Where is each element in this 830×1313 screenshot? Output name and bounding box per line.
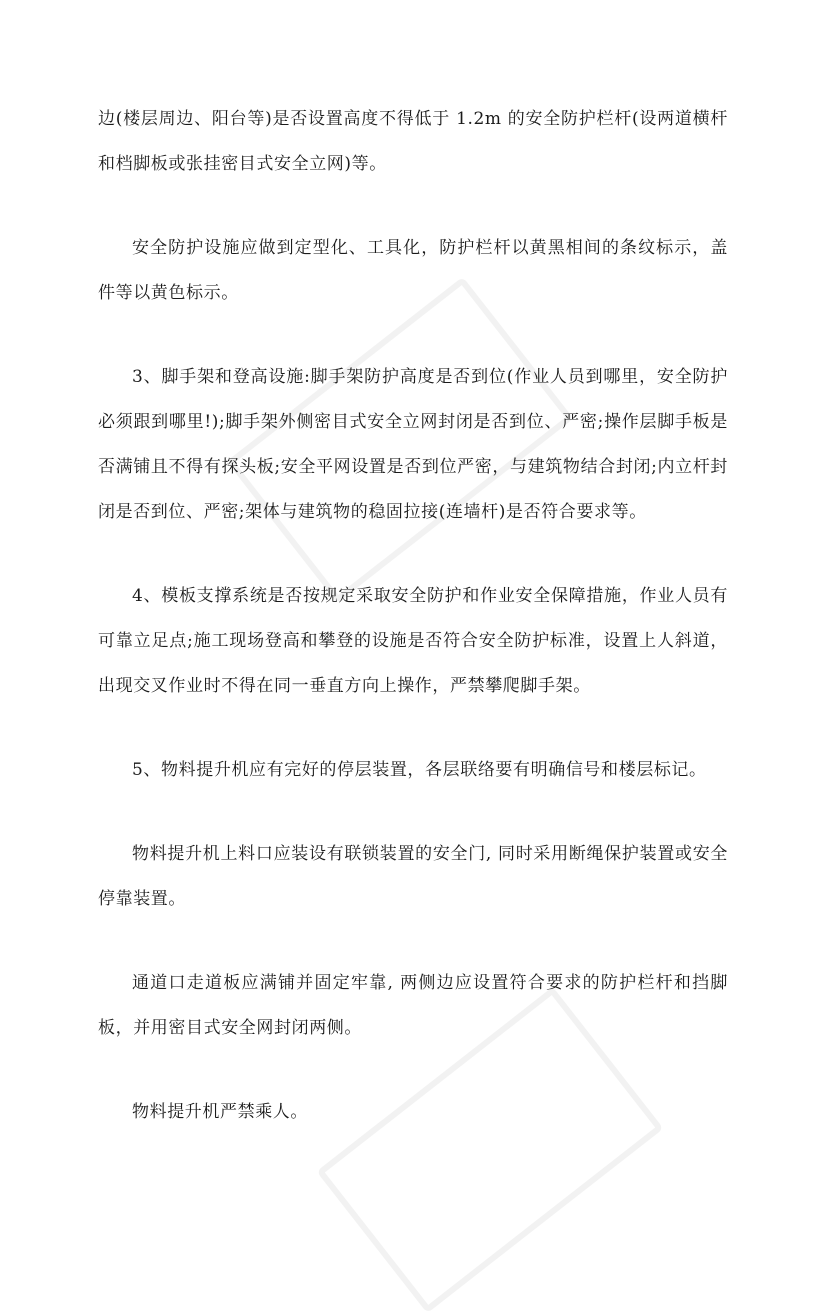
paragraph: 物料提升机严禁乘人。: [132, 1102, 308, 1122]
document-body: [98, 97, 728, 1174]
paragraph: 5、物料提升机应有完好的停层装置，各层联络要有明确信号和楼层标记。: [132, 760, 707, 780]
paragraph: 通道口走道板应满铺并固定牢靠, 两侧边应设置符合要求的防护栏杆和挡脚板，并用密目式安全网封闭两侧。: [98, 973, 728, 1038]
paragraph: 安全防护设施应做到定型化、工具化，防护栏杆以黄黑相间的条纹标示，盖件等以黄色标示。: [98, 238, 728, 303]
paragraph: 3、脚手架和登高设施:脚手架防护高度是否到位(作业人员到哪里，安全防护必须跟到哪里!);脚手架外侧密目式安全立网封闭是否到位、严密;操作层脚手板是否满铺且不得有探头板;安全平网设置是否到位严密，与建筑物结合封闭;内立杆封闭是否到位、严密;架体与建筑物的稳固拉接(连墙杆)是否符合要求等。: [98, 367, 728, 522]
paragraph: 4、模板支撑系统是否按规定采取安全防护和作业安全保障措施，作业人员有可靠立足点;施工现场登高和攀登的设施是否符合安全防护标准，设置上人斜道，出现交叉作业时不得在同一垂直方向上操作，严禁攀爬脚手架。: [98, 586, 728, 696]
paragraph: 边(楼层周边、阳台等)是否设置高度不得低于 1.2m 的安全防护栏杆(设两道横杆和档脚板或张挂密目式安全立网)等。: [98, 109, 728, 174]
paragraph: 物料提升机上料口应装设有联锁装置的安全门, 同时采用断绳保护装置或安全停靠装置。: [98, 844, 728, 909]
